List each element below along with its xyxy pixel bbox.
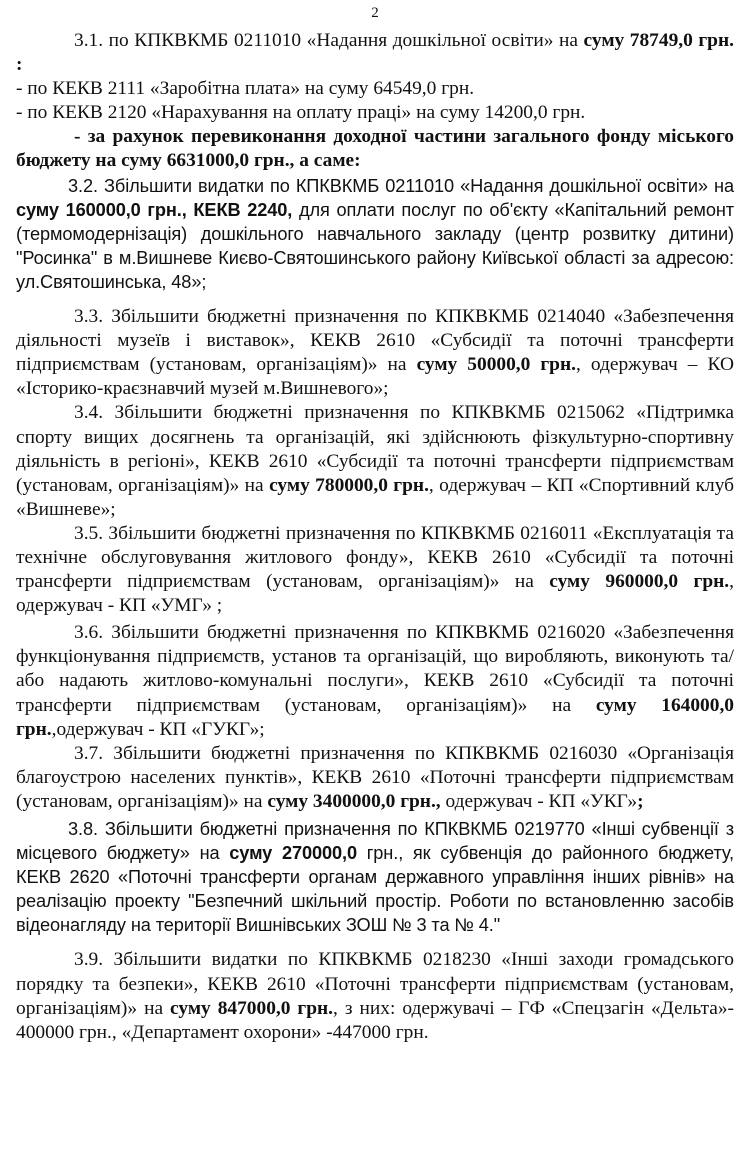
item-3-3-sum: суму 50000,0 грн. — [416, 354, 576, 376]
item-3-3 — [16, 305, 734, 401]
item-3-2-sum: суму 160000,0 грн., КЕКВ 2240, — [16, 199, 293, 220]
item-3-9-sum: суму 847000,0 грн. — [170, 997, 334, 1019]
item-3-7 — [16, 742, 734, 814]
item-3-6-text: 3.6. Збільшити бюджетні призначення по КПКВКМБ 0216020 «Забезпечення функціонування підприємств, установ та організацій, що виробляють, виконують та/або надають житлово-комунальні послуги», КЕКВ 2610 «Субсидії та поточні трансферти підприємствам (установам, організаціям)» на — [16, 622, 734, 716]
item-3-8-rest: грн., як субвенція до районного бюджету, КЕКВ 2620 «Поточні трансферти органам державного управління інших рівнів» на реалізацію проекту "Безпечний шкільний простір. Роботи по встановленню засобів відеонагляду на території Вишнівських ЗОШ № 3 та № 4." — [16, 843, 735, 936]
item-3-6-rest: ,одержувач - КП «ГУКГ»; — [51, 718, 265, 740]
item-3-7-text: 3.7. Збільшити бюджетні призначення по КПКВКМБ 0216030 «Організація благоустрою населених пунктів», КЕКВ 2610 «Поточні трансферти підприємствам (установам, організаціям)» на — [16, 742, 734, 812]
item-3-7-end: ; — [637, 790, 644, 812]
item-3-2 — [16, 174, 734, 294]
section-heading-text: - за рахунок перевиконання доходної частини загального фонду міського бюджету на суму 6631000,0 грн., а саме: — [16, 126, 734, 172]
item-3-6 — [16, 621, 734, 741]
item-3-4-text: 3.4. Збільшити бюджетні призначення по КПКВКМБ 0215062 «Підтримка спорту вищих досягнень та організацій, які здійснюють фізкультурно-спортивну діяльність в регіоні», КЕКВ 2610 «Субсидії та поточні трансферти підприємствам (установам, організаціям)» на — [16, 402, 734, 496]
item-3-8-text: 3.8. Збільшити бюджетні призначення по КПКВКМБ 0219770 «Інші субвенції з місцевого бюджету» на — [16, 819, 734, 864]
item-3-7-rest: одержувач - КП «УКГ» — [440, 790, 638, 812]
item-3-7-sum: суму 3400000,0 грн., — [267, 790, 441, 812]
item-3-9-text: 3.9. Збільшити видатки по КПКВКМБ 0218230 «Інші заходи громадського порядку та безпеки», КЕКВ 2610 «Поточні трансферти підприємствам (установам, організаціям)» на — [16, 949, 734, 1019]
item-3-6-sum: суму 164000,0 грн. — [16, 694, 734, 740]
section-heading — [16, 125, 734, 173]
item-3-4 — [16, 401, 734, 521]
item-3-5 — [16, 522, 734, 618]
item-3-8-sum: суму 270000,0 — [229, 843, 358, 864]
page-number: 2 — [371, 5, 379, 21]
item-3-2-rest: для оплати послуг по об'єкту «Капітальний ремонт (термомодернізація) дошкільного навчального закладу (центр розвитку дитини) "Росинка" в м.Вишневе Києво-Святошинського району Київської області за адресою: ул.Святошинська, 48»; — [16, 199, 735, 292]
item-3-1-dash-2: - по КЕКВ 2120 «Нарахування на оплату праці» на суму 14200,0 грн. — [16, 102, 586, 124]
item-3-1 — [16, 29, 734, 77]
item-3-4-rest: , одержувач – КП «Спортивний клуб «Вишневе»; — [16, 474, 735, 520]
item-3-1-dash-1: - по КЕКВ 2111 «Заробітна плата» на суму 64549,0 грн. — [16, 78, 475, 100]
item-3-1-text: 3.1. по КПКВКМБ 0211010 «Надання дошкільної освіти» на — [74, 30, 584, 51]
item-3-5-text: 3.5. Збільшити бюджетні призначення по КПКВКМБ 0216011 «Експлуатація та технічне обслуговування житлового фонду», КЕКВ 2610 «Субсидії та поточні трансферти підприємствам (установам, організаціям)» на — [16, 522, 734, 593]
item-3-9-rest: , з них: одержувачі – ГФ «Спецзагін «Дельта»- 400000 грн., «Департамент охорони» -447000 грн. — [16, 997, 734, 1043]
item-3-5-rest: , одержувач - КП «УМГ» ; — [16, 571, 734, 617]
item-3-8 — [16, 817, 734, 937]
item-3-3-text: 3.3. Збільшити бюджетні призначення по КПКВКМБ 0214040 «Забезпечення діяльності музеїв і виставок», КЕКВ 2610 «Субсидії та поточні трансферти підприємствам (установам, організаціям)» на — [16, 306, 734, 376]
item-3-3-rest: , одержувач – КО «Історико-краєзнавчий музей м.Вишневого»; — [16, 354, 734, 400]
item-3-9 — [16, 948, 734, 1044]
item-3-1-sum: суму 78749,0 грн. : — [16, 30, 734, 76]
item-3-2-text: 3.2. Збільшити видатки по КПКВКМБ 0211010 «Надання дошкільної освіти» на — [68, 175, 734, 196]
item-3-4-sum: суму 780000,0 грн. — [269, 474, 429, 496]
item-3-5-sum: суму 960000,0 грн. — [549, 571, 730, 593]
